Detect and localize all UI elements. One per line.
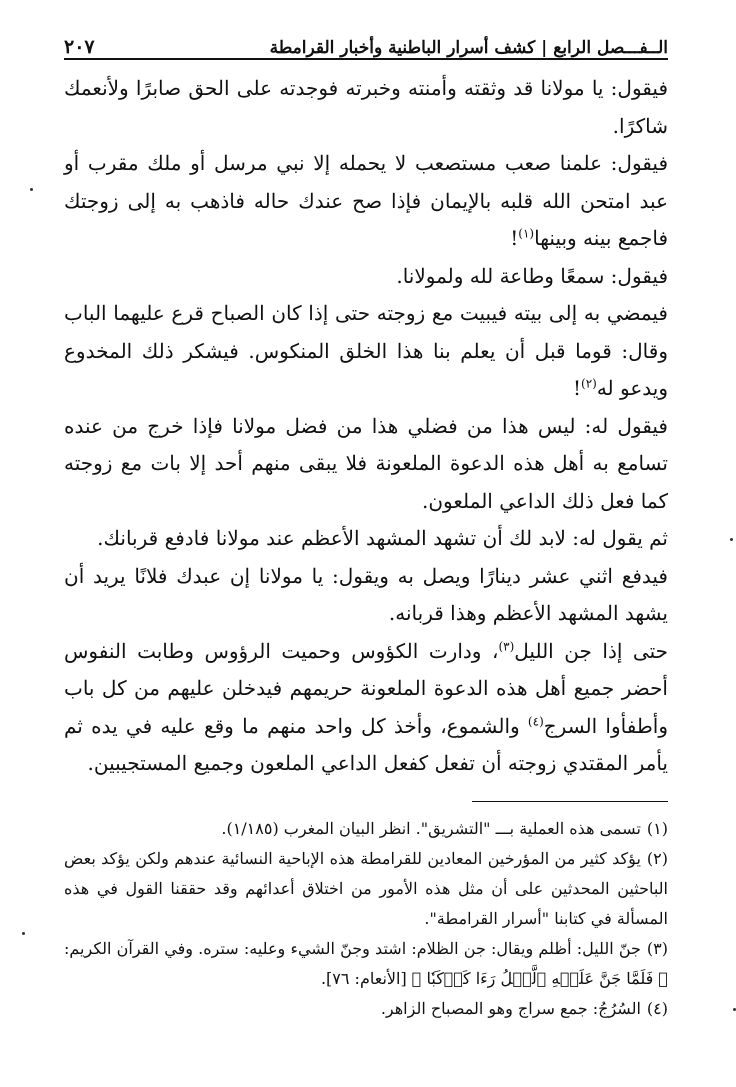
footnote-ref[interactable]: (١) <box>518 226 535 241</box>
scan-dot <box>22 932 25 935</box>
footnote-ref[interactable]: (٣) <box>498 638 515 653</box>
paragraph: حتى إذا جن الليل$^{(٣)}$، ودارت الكؤوس وحميت الرؤوس وطابت النفوس أحضر جميع أهل هذه الدعوة الملعونة حريمهم فيدخلن عليهم من كل باب وأطفأوا السرج$^{(٤)}$ والشموع، وأخذ كل واحد منهم ما وقع عليه في يده ثم يأمر المقتدي زوجته أن تفعل كفعل الداعي الملعون وجميع المستجيبين. <box>64 638 669 775</box>
paragraph: فيمضي به إلى بيته فيبيت مع زوجته حتى إذا كان الصباح قرع عليهما الباب وقال: قوما قبل أن يعلم بنا هذا الخلق المنكوس. فيشكر ذلك المخدوع ويدعو له$^{(٢)}$! <box>64 301 668 400</box>
page-number: ٢٠٧ <box>64 36 95 58</box>
footnote: (٤)السُرُجُ: جمع سراج وهو المصباح الزاهر. <box>380 998 668 1018</box>
footnotes <box>64 814 668 1024</box>
page <box>64 24 668 1024</box>
footnote-ref[interactable]: (٤) <box>527 713 544 728</box>
scan-dot <box>30 188 33 191</box>
paragraph: فيدفع اثني عشر دينارًا ويصل به ويقول: يا مولانا إن عبدك فلانًا يريد أن يشهد المشهد الأعظم وهذا قربانه. <box>64 563 668 625</box>
paragraph: فيقول: علمنا صعب مستصعب لا يحمله إلا نبي مرسل أو ملك مقرب أو عبد امتحن الله قلبه بالإيمان فإذا صح عندك حاله فاذهب به إلى زوجتك فاجمع بينه وبينها$^{(١)}$! <box>64 151 668 250</box>
paragraph: فيقول: يا مولانا قد وثقته وأمنته وخبرته فوجدته على الحق صابرًا ولأنعمك شاكرًا. <box>64 76 668 138</box>
footnote-divider <box>472 801 668 802</box>
footnote: (١)تسمى هذه العملية بـــ "التشريق". انظر البيان المغرب (١/١٨٥). <box>221 818 668 838</box>
footnote-ref[interactable]: (٢) <box>581 376 597 391</box>
paragraph: فيقول: سمعًا وطاعة لله ولمولانا. <box>396 263 668 288</box>
footnote: (٢)يؤكد كثير من المؤرخين المعادين للقرامطة هذه الإباحية النسائية عندهم ولكن يؤكد بعض الباحثين المحدثين على أن مثل هذه الأمور من اختلاق أعدائهم وقد حققنا القول في هذه المسألة في كتابنا "أسرار القرامطة". <box>64 848 668 928</box>
paragraph: فيقول له: ليس هذا من فضلي هذا من فضل مولانا فإذا خرج من عنده تسامع به أهل هذه الدعوة الملعونة فلا يبقى منهم أحد إلا بات مع زوجته كما فعل ذلك الداعي الملعون. <box>64 413 668 513</box>
page-header <box>64 24 668 60</box>
body-text <box>64 70 668 783</box>
running-title: الــفـــصل الرابع | كشف أسرار الباطنية وأخبار القرامطة <box>269 38 668 58</box>
footnote: (٣)جنّ الليل: أظلم ويقال: جن الظلام: اشتد وجنّ الشيء وعليه: ستره. وفي القرآن الكريم: ﴿ فَلَمَّا جَنَّ عَلَيۡهِ ٱلَّيۡلُ رَءَا كَوۡكَبٗا ﴾ [الأنعام: ٧٦]. <box>64 938 668 988</box>
paragraph: ثم يقول له: لابد لك أن تشهد المشهد الأعظم عند مولانا فادفع قربانك. <box>97 526 668 550</box>
scan-dot <box>730 538 733 541</box>
